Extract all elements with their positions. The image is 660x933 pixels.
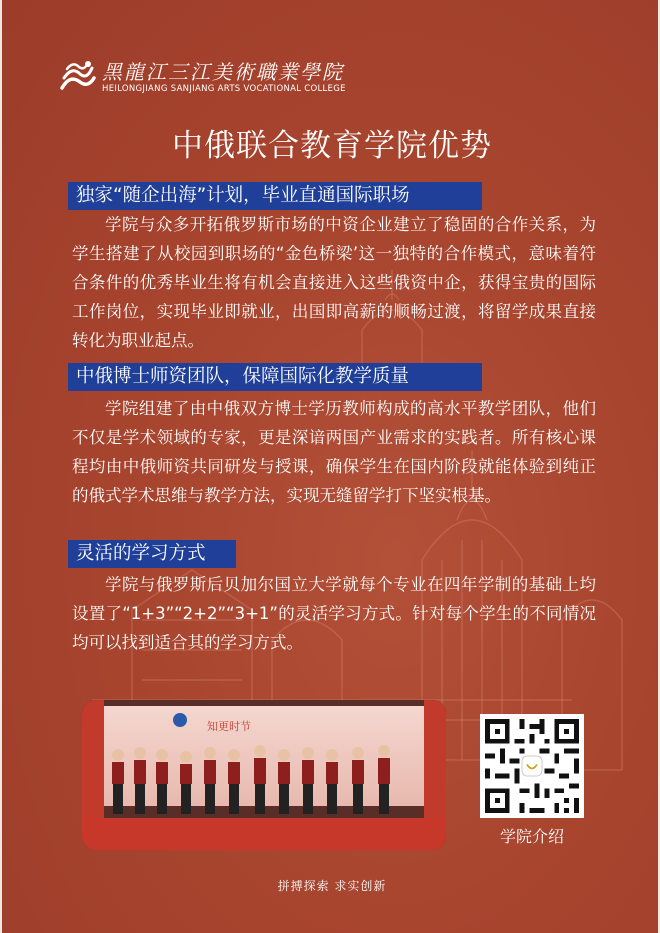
page-title: 中俄联合教育学院优势: [172, 128, 492, 164]
section-heading-1: 独家“随企出海”计划，毕业直通国际职场: [68, 182, 482, 210]
college-name-cn: 黑龍江三江美術職業學院: [102, 60, 344, 84]
logo-swirl-icon: [58, 58, 98, 96]
college-name-en: HEILONGJIANG SANJIANG ARTS VOCATIONAL COLLEGE: [102, 84, 346, 94]
section-body-3: 学院与俄罗斯后贝加尔国立大学就每个专业在四年学制的基础上均设置了“1+3”“2+2”“3+1”的灵活学习方式。针对每个学生的不同情况均可以找到适合其的学习方式。: [72, 575, 596, 652]
section-heading-2: 中俄博士师资团队，保障国际化教学质量: [68, 363, 482, 391]
banner-text: 知更时节: [207, 720, 251, 733]
slogan: 拼搏探索 求实创新: [277, 879, 387, 893]
qr-label: 学院介绍: [499, 827, 564, 846]
performance-photo: [82, 700, 446, 850]
qr-code[interactable]: [480, 714, 584, 818]
section-body-2: 学院组建了由中俄双方博士学历教师构成的高水平教学团队，他们不仅是学术领域的专家，更是深谙两国产业需求的实践者。所有核心课程均由中俄师资共同研发与授课，确保学生在国内阶段就能体验到纯正的俄式学术思维与教学方法，实现无缝留学打下坚实根基。: [72, 399, 596, 505]
section-body-1: 学院与众多开拓俄罗斯市场的中资企业建立了稳固的合作关系，为学生搭建了从校园到职场的“金色桥梁’这一独特的合作模式，意味着符合条件的优秀毕业生将有机会直接进入这些俄资中企，获得宝贵的国际工作岗位，实现毕业即就业，出国即高薪的顺畅过渡，将留学成果直接转化为职业起点。: [72, 215, 596, 350]
section-heading-3: 灵活的学习方式: [68, 540, 236, 568]
college-logo: [58, 56, 348, 102]
